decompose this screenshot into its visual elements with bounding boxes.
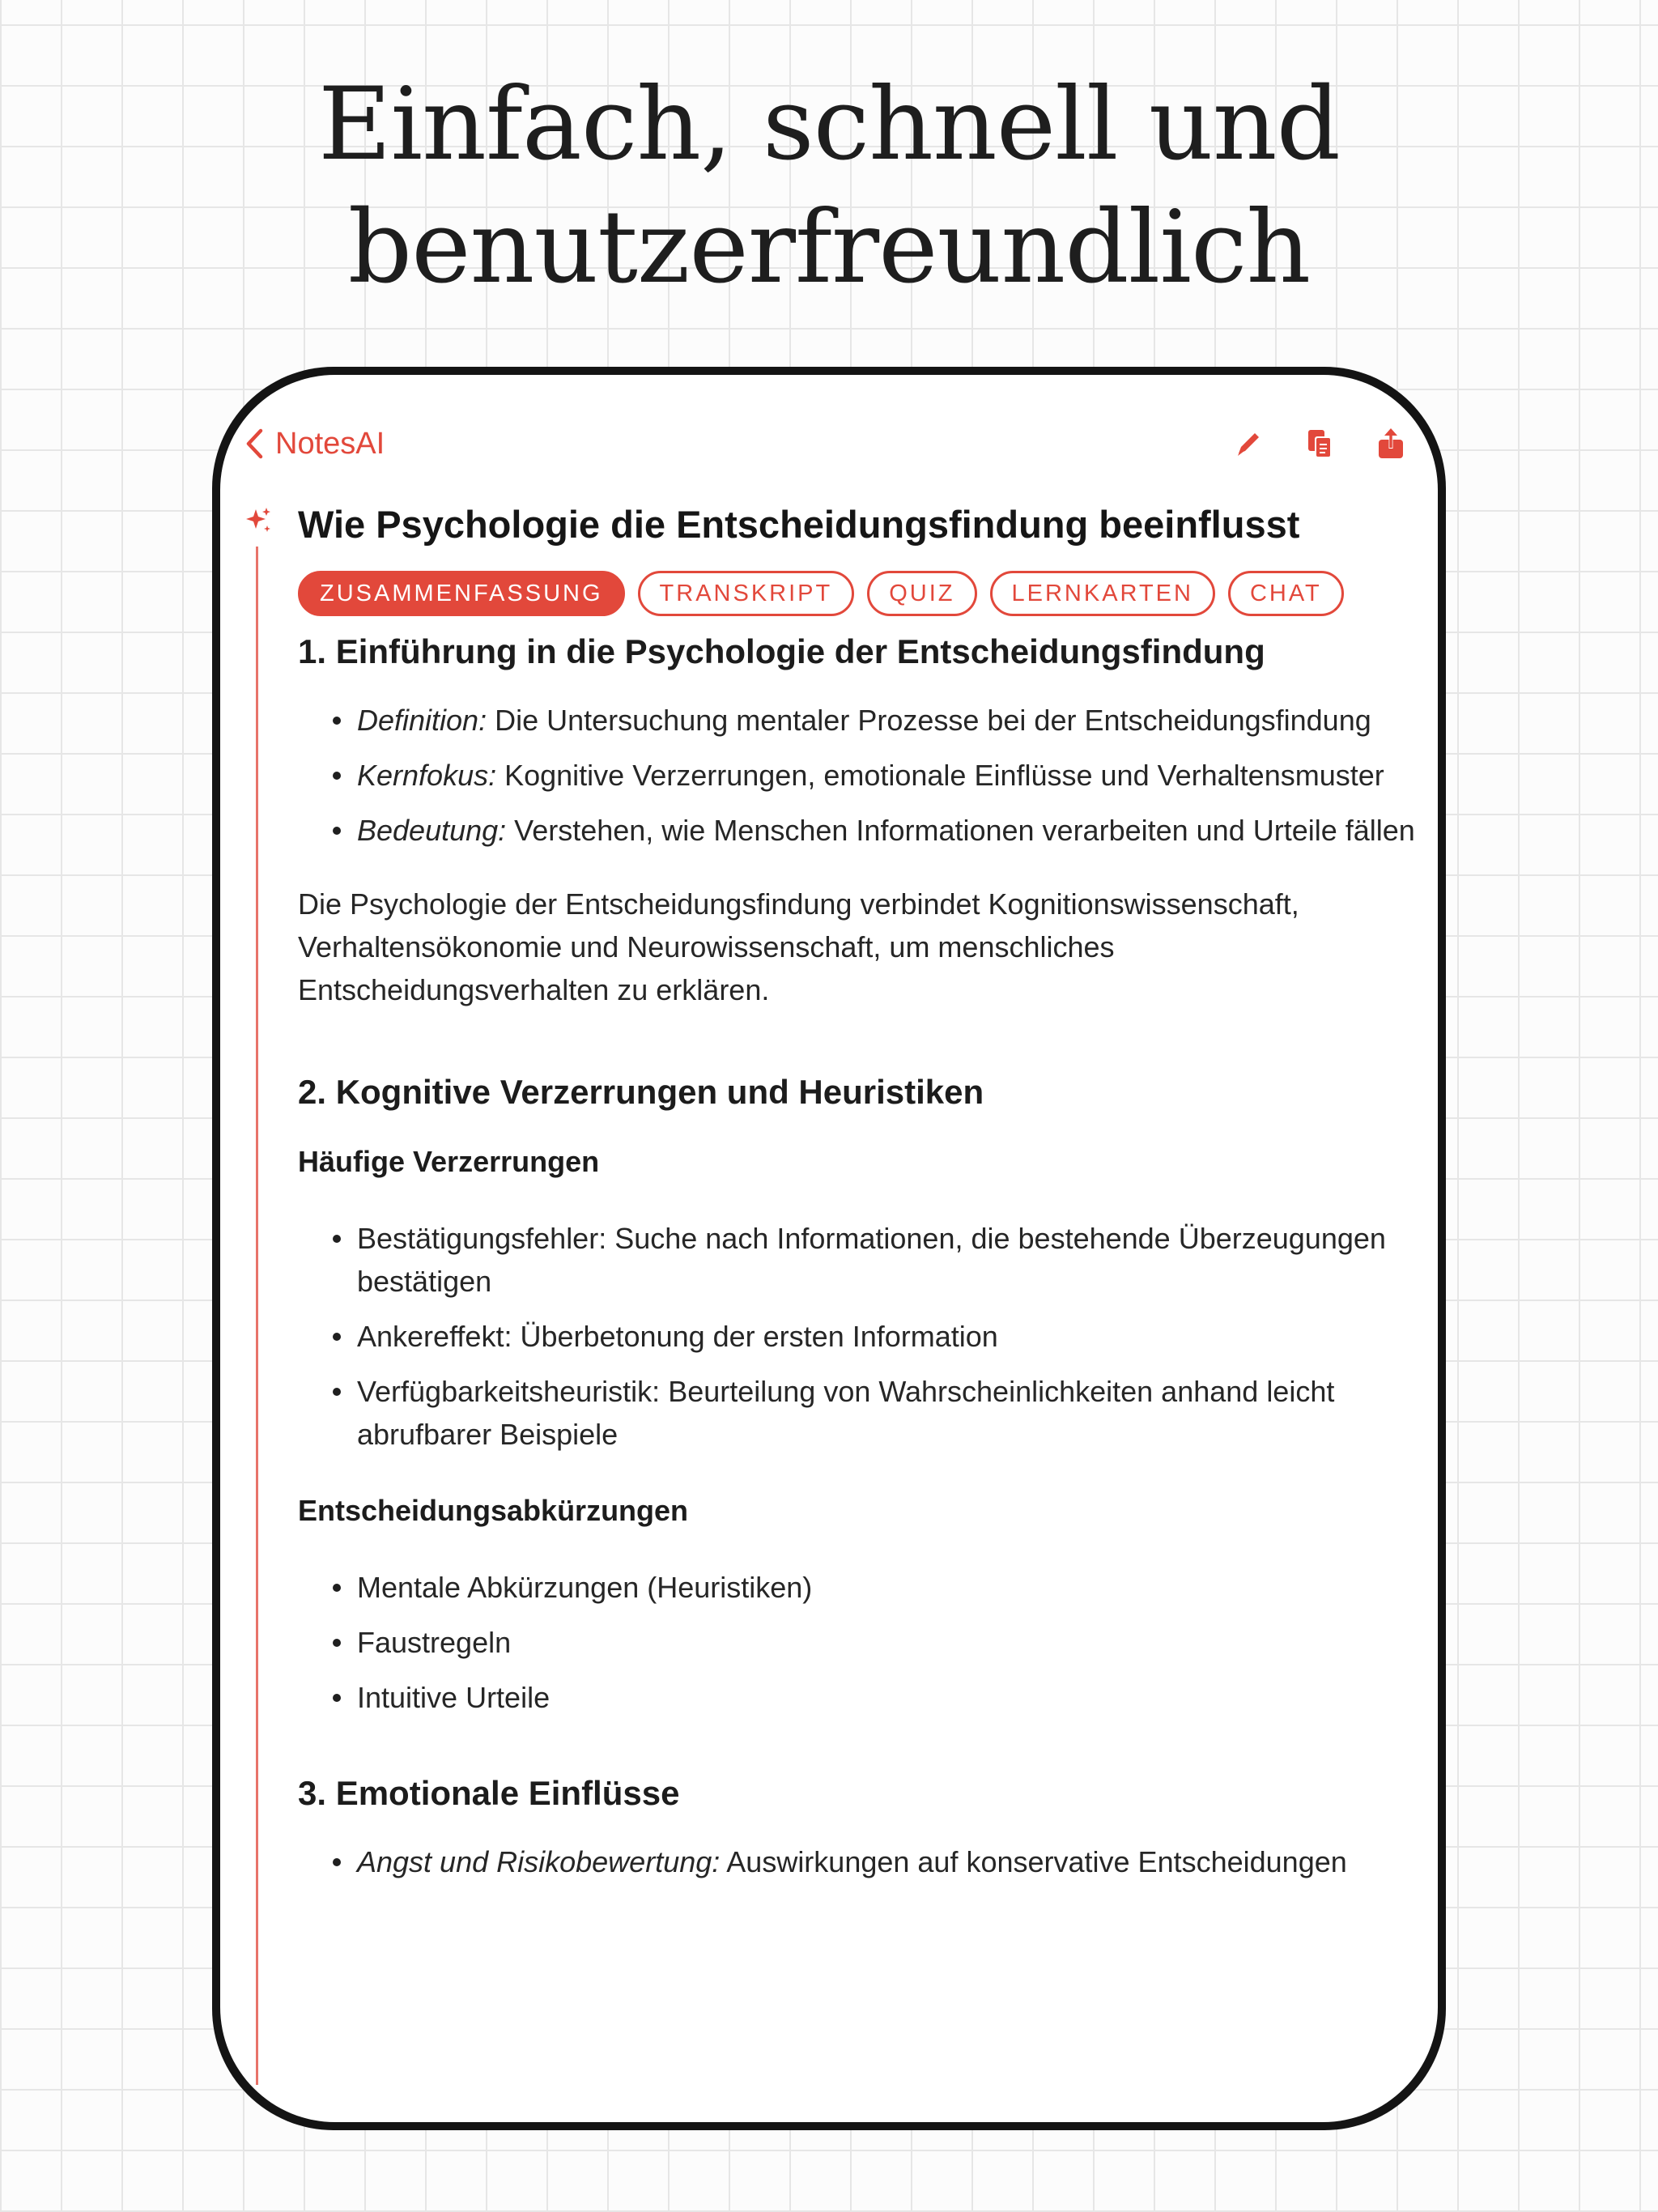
navigation-bar bbox=[220, 407, 1438, 480]
list-item bbox=[330, 754, 1415, 797]
chevron-left-icon bbox=[244, 428, 264, 460]
list-item: Bestätigungsfehler: Suche nach Informationen, die bestehende Überzeugungen bestätigen bbox=[330, 1217, 1415, 1303]
list-item-term: Angst und Risikobewertung: bbox=[357, 1845, 721, 1878]
list-item-text: Kognitive Verzerrungen, emotionale Einflüsse und Verhaltensmuster bbox=[496, 759, 1384, 792]
note-title: Wie Psychologie die Entscheidungsfindung beeinflusst bbox=[298, 503, 1300, 546]
tab-lernkarten[interactable]: LERNKARTEN bbox=[990, 571, 1215, 616]
bullet-list bbox=[330, 699, 1415, 852]
section-heading: 2. Kognitive Verzerrungen und Heuristiken bbox=[298, 1073, 984, 1111]
list-item-term: Definition: bbox=[357, 704, 487, 737]
bullet-list bbox=[330, 1217, 1415, 1456]
list-item-text: Die Untersuchung mentaler Prozesse bei der Entscheidungsfindung bbox=[487, 704, 1371, 737]
tab-transkript[interactable]: TRANSKRIPT bbox=[638, 571, 855, 616]
headline-line-2: benutzerfreundlich bbox=[347, 189, 1311, 306]
list-item-text: Verstehen, wie Menschen Informationen verarbeiten und Urteile fällen bbox=[506, 814, 1415, 847]
list-item: Intuitive Urteile bbox=[330, 1676, 1415, 1719]
back-button-label: NotesAI bbox=[275, 426, 385, 461]
back-button[interactable] bbox=[244, 407, 385, 480]
pencil-icon[interactable] bbox=[1234, 428, 1263, 460]
subsection-heading: Häufige Verzerrungen bbox=[298, 1145, 600, 1178]
share-icon[interactable] bbox=[1376, 428, 1405, 460]
list-item-term: Kernfokus: bbox=[357, 759, 497, 792]
tab-chat[interactable]: CHAT bbox=[1228, 571, 1344, 616]
paragraph: Die Psychologie der Entscheidungsfindung verbindet Kognitionswissenschaft, Verhaltensökonomie und Neurowissenschaft, um menschliches Entscheidungsverhalten zu erklären. bbox=[298, 887, 1299, 1006]
headline bbox=[0, 63, 1658, 309]
tab-quiz[interactable]: QUIZ bbox=[867, 571, 976, 616]
bullet-list bbox=[330, 1840, 1415, 1883]
section-heading: 3. Emotionale Einflüsse bbox=[298, 1774, 680, 1812]
list-item-term: Bedeutung: bbox=[357, 814, 507, 847]
list-item: Ankereffekt: Überbetonung der ersten Information bbox=[330, 1315, 1415, 1358]
note-content bbox=[298, 496, 1415, 1883]
app-screen bbox=[220, 375, 1438, 2122]
bullet-list bbox=[330, 1566, 1415, 1719]
list-item bbox=[330, 809, 1415, 852]
headline-line-1: Einfach, schnell und bbox=[317, 66, 1341, 183]
list-item: Mentale Abkürzungen (Heuristiken) bbox=[330, 1566, 1415, 1609]
section-heading: 1. Einführung in die Psychologie der Entscheidungsfindung bbox=[298, 632, 1265, 670]
tablet-frame bbox=[212, 367, 1446, 2130]
list-item: Faustregeln bbox=[330, 1621, 1415, 1664]
timeline-line bbox=[256, 547, 258, 2085]
sparkles-icon bbox=[244, 506, 272, 534]
subsection-heading: Entscheidungsabkürzungen bbox=[298, 1494, 689, 1527]
list-item bbox=[330, 1840, 1415, 1883]
note-tabs bbox=[298, 571, 1415, 616]
tab-zusammenfassung[interactable]: ZUSAMMENFASSUNG bbox=[298, 571, 625, 616]
list-item bbox=[330, 699, 1415, 742]
list-item-text: Auswirkungen auf konservative Entscheidungen bbox=[720, 1845, 1347, 1878]
list-item: Verfügbarkeitsheuristik: Beurteilung von Wahrscheinlichkeiten anhand leicht abrufbarer Beispiele bbox=[330, 1370, 1415, 1456]
copy-icon[interactable] bbox=[1305, 428, 1334, 460]
toolbar-actions bbox=[1234, 407, 1405, 480]
